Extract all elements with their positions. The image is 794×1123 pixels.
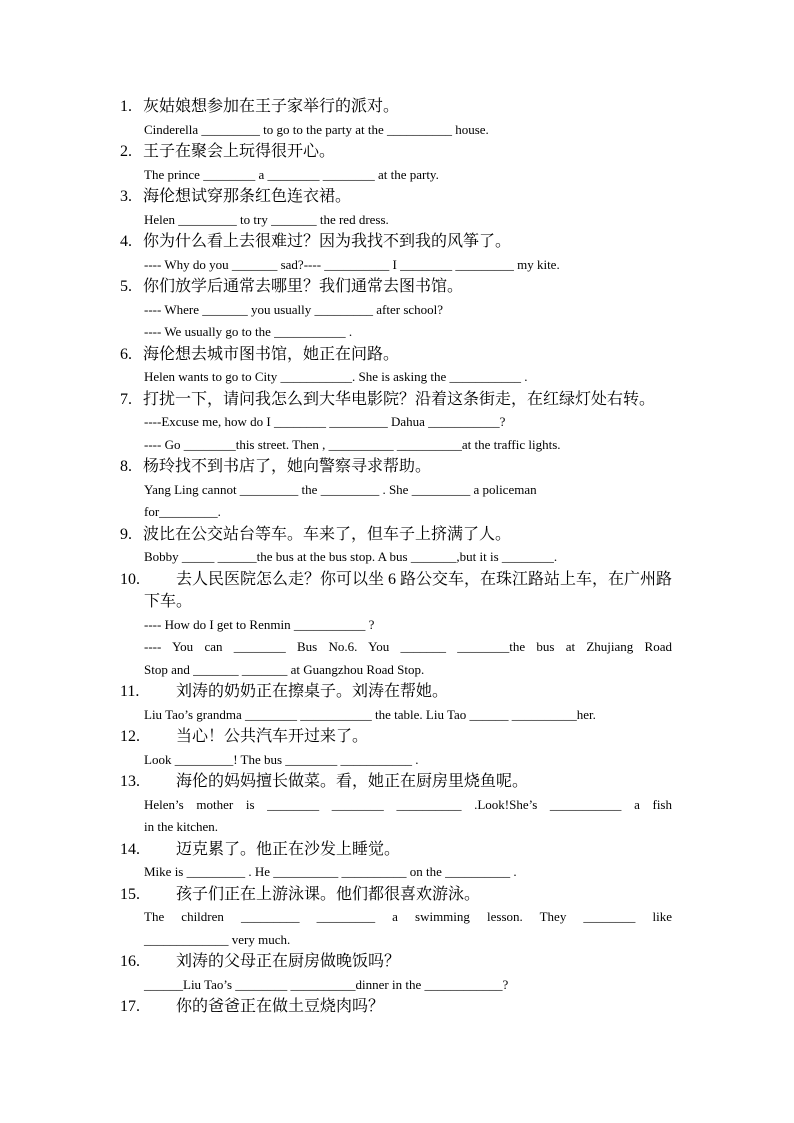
chinese-text: 海伦想去城市图书馆，她正在问路。 [143, 345, 400, 363]
english-blank-line[interactable]: ---- How do I get to Renmin ___________ ? [144, 616, 375, 632]
exercise-item [120, 186, 672, 231]
chinese-text: 灰姑娘想参加在王子家举行的派对。 [143, 98, 400, 115]
english-blank-line[interactable]: in the kitchen. [144, 819, 219, 834]
english-blank-line[interactable]: _____________ very much. [144, 931, 291, 947]
english-blank-line[interactable]: ---- We usually go to the ___________ . [144, 324, 353, 339]
chinese-prompt [120, 726, 672, 749]
chinese-prompt [120, 344, 672, 367]
chinese-prompt [120, 186, 672, 209]
item-number: 3. [120, 188, 132, 205]
exercise-list [120, 96, 672, 1019]
item-number: 8. [120, 458, 132, 475]
english-blank-line[interactable]: Cinderella _________ to go to the party at the __________ house. [144, 121, 489, 137]
exercise-item [120, 524, 672, 569]
chinese-prompt [120, 276, 672, 299]
english-blank-line[interactable]: ----Excuse me, how do I ________ _________ Dahua ___________? [144, 414, 506, 429]
chinese-prompt [120, 951, 672, 974]
chinese-text: 刘涛的奶奶正在擦桌子。刘涛在帮她。 [176, 683, 449, 700]
chinese-prompt [120, 681, 672, 704]
chinese-text: 波比在公交站台等车。车来了，但车子上挤满了人。 [143, 525, 512, 543]
exercise-item [120, 569, 672, 682]
chinese-text: 杨玲找不到书店了，她向警察寻求帮助。 [143, 458, 432, 475]
item-number: 4. [120, 233, 132, 250]
english-blank-line[interactable]: ---- Where _______ you usually _________ after school? [144, 301, 444, 317]
chinese-text: 迈克累了。他正在沙发上睡觉。 [176, 840, 401, 858]
exercise-item [120, 996, 672, 1019]
item-number: 14. [120, 840, 140, 858]
english-blank-line[interactable]: ______Liu Tao’s ________ __________dinner in the ____________? [144, 976, 509, 992]
chinese-prompt [120, 884, 672, 907]
item-number: 12. [120, 728, 140, 745]
english-blank-line[interactable]: ---- Why do you _______ sad?---- __________ I ________ _________ my kite. [144, 256, 560, 272]
english-blank-line[interactable]: The children _________ _________ a swimming lesson. They ________ like [144, 909, 672, 924]
english-blank-line[interactable]: Helen’s mother is ________ ________ __________ .Look!She’s ___________ a fish [144, 796, 672, 812]
chinese-text: 王子在聚会上玩得很开心。 [143, 143, 336, 160]
item-number: 15. [120, 885, 140, 903]
item-number: 2. [120, 143, 132, 160]
exercise-item [120, 951, 672, 996]
exercise-item [120, 96, 672, 141]
item-number: 6. [120, 345, 132, 363]
chinese-text: 你们放学后通常去哪里？我们通常去图书馆。 [143, 278, 464, 295]
chinese-text: 孩子们正在上游泳课。他们都很喜欢游泳。 [176, 885, 481, 903]
item-number: 13. [120, 773, 140, 790]
english-blank-line[interactable]: Bobby _____ ______the bus at the bus stop. A bus _______,but it is ________. [144, 549, 558, 564]
english-blank-line[interactable]: ---- Go ________this street. Then , __________ __________at the traffic lights. [144, 436, 561, 452]
exercise-item [120, 344, 672, 389]
chinese-prompt [120, 524, 672, 547]
chinese-text: 打扰一下，请问我怎么到大华电影院？沿着这条街走，在红绿灯处右转。 [143, 390, 656, 408]
chinese-text: 海伦的妈妈擅长做菜。看，她正在厨房里烧鱼呢。 [176, 773, 529, 790]
chinese-text: 当心！公共汽车开过来了。 [176, 728, 369, 745]
item-number: 5. [120, 278, 132, 295]
chinese-prompt [120, 456, 672, 479]
english-blank-line[interactable]: ---- You can ________ Bus No.6. You _______ ________the bus at Zhujiang Road [144, 639, 672, 654]
item-number: 9. [120, 525, 132, 543]
english-blank-line[interactable]: Look _________! The bus ________ ___________ . [144, 751, 419, 767]
exercise-item [120, 141, 672, 186]
exercise-item [120, 276, 672, 344]
exercise-item [120, 771, 672, 839]
exercise-item [120, 839, 672, 884]
english-blank-line[interactable]: Liu Tao’s grandma ________ ___________ the table. Liu Tao ______ __________her. [144, 706, 596, 722]
item-number: 17. [120, 998, 140, 1015]
english-blank-line[interactable]: for_________. [144, 504, 221, 519]
item-number: 11. [120, 683, 140, 700]
item-number: 1. [120, 98, 132, 115]
item-number: 16. [120, 953, 140, 970]
exercise-item [120, 681, 672, 726]
chinese-prompt [120, 569, 672, 614]
english-blank-line[interactable]: Mike is _________ . He __________ __________ on the __________ . [144, 864, 517, 879]
chinese-prompt [120, 839, 672, 862]
chinese-prompt [120, 389, 672, 412]
exercise-item [120, 726, 672, 771]
chinese-prompt [120, 771, 672, 794]
chinese-prompt [120, 141, 672, 164]
item-number: 7. [120, 390, 132, 408]
chinese-text: 去人民医院怎么走？你可以坐 6 路公交车，在珠江路站上车，在广州路下车。 [144, 570, 673, 610]
english-blank-line[interactable]: The prince ________ a ________ ________ at the party. [144, 166, 439, 182]
chinese-text: 海伦想试穿那条红色连衣裙。 [143, 188, 352, 205]
chinese-text: 你为什么看上去很难过？因为我找不到我的风筝了。 [143, 233, 512, 250]
english-blank-line[interactable]: Yang Ling cannot _________ the _________ . She _________ a policeman [144, 481, 537, 497]
exercise-item [120, 231, 672, 276]
exercise-item [120, 884, 672, 952]
chinese-prompt [120, 996, 672, 1019]
chinese-prompt [120, 96, 672, 119]
chinese-text: 你的爸爸正在做土豆烧肉吗？ [176, 998, 385, 1015]
exercise-item [120, 456, 672, 524]
exercise-item [120, 389, 672, 457]
english-blank-line[interactable]: Helen _________ to try _______ the red dress. [144, 211, 389, 227]
chinese-prompt [120, 231, 672, 254]
english-blank-line[interactable]: Helen wants to go to City ___________. She is asking the ___________ . [144, 369, 528, 384]
english-blank-line[interactable]: Stop and _______ _______ at Guangzhou Road Stop. [144, 661, 425, 677]
chinese-text: 刘涛的父母正在厨房做晚饭吗？ [176, 953, 401, 970]
item-number: 10. [120, 570, 140, 588]
